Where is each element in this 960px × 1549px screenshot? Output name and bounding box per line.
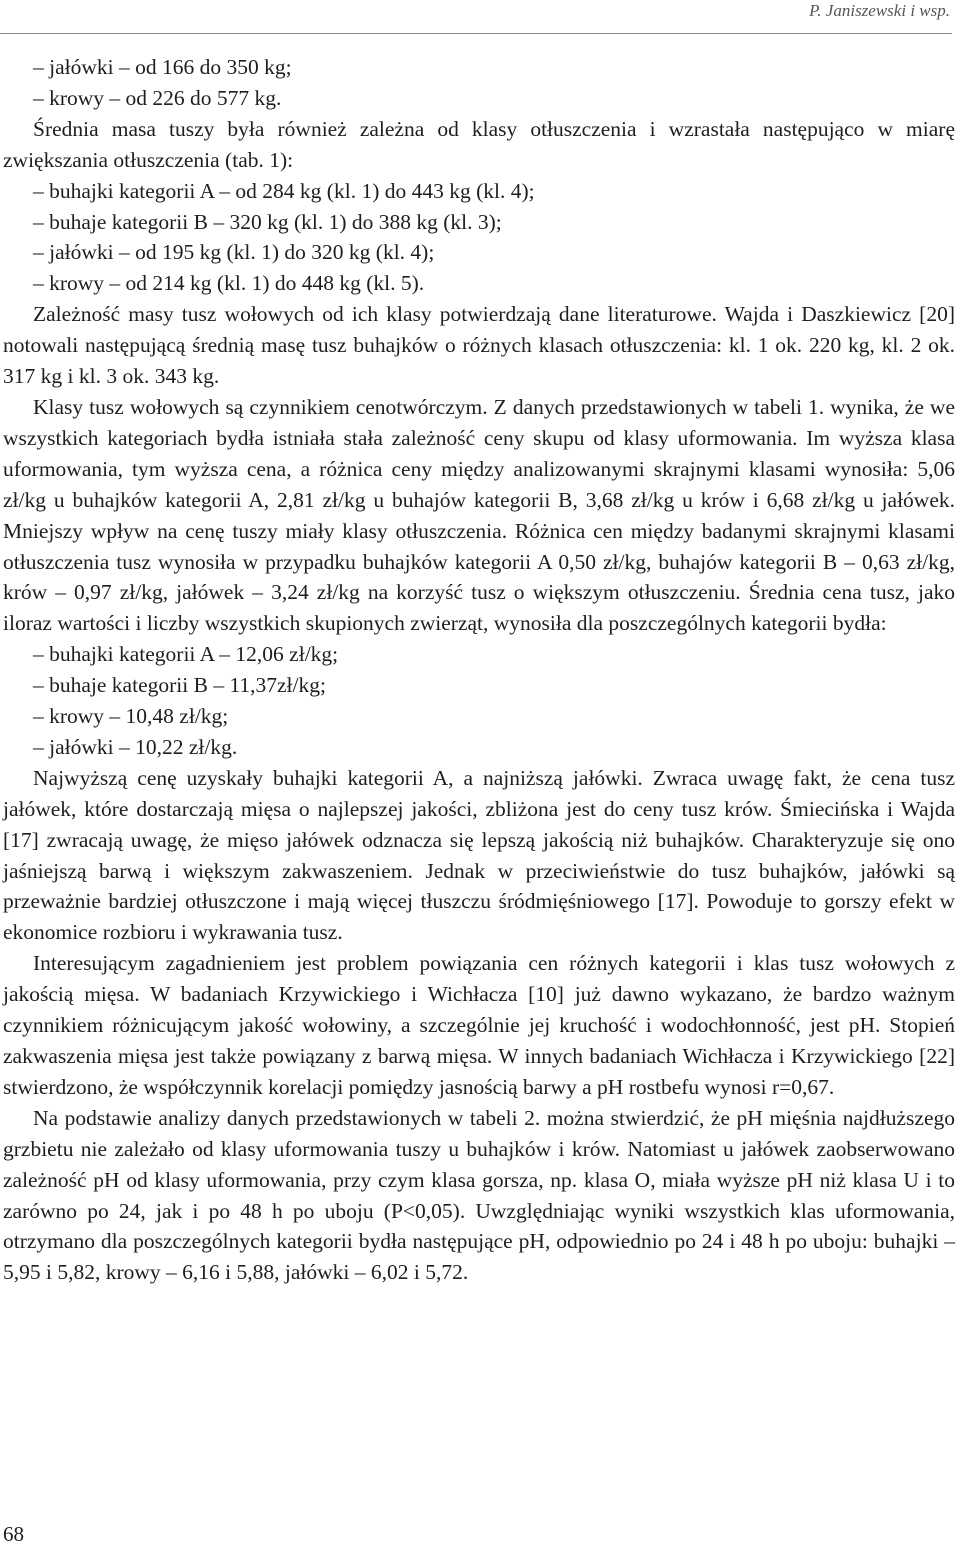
list-item: – buhaje kategorii B – 11,37zł/kg; <box>33 673 326 698</box>
paragraph-quality: Interesującym zagadnieniem jest problem powiązania cen różnych kategorii i klas tusz wołowych z jakością mięsa. W badaniach Krzywickiego i Wichłacza [10] już dawno wykazano, że bardzo ważnym czynnikiem różnicującym jakość wołowiny, a szczególnie jej kruchość i wodochłonność, jest pH. Stopień zakwaszenia mięsa jest także powiązany z barwą mięsa. W innych badaniach Wichłacza i Krzywickiego [22] stwierdzono, że współczynnik korelacji pomiędzy jasnością barwy a pH rostbefu wynosi r=0,67. <box>3 951 955 1099</box>
list-item: – krowy – od 226 do 577 kg. <box>33 85 282 110</box>
running-head: P. Janiszewski i wsp. <box>809 1 950 20</box>
paragraph-ph: Na podstawie analizy danych przedstawionych w tabeli 2. można stwierdzić, że pH mięśnia najdłuższego grzbietu nie zależało od klasy uformowania tuszy u buhajków i krów. Natomiast u jałówek zaobserwowano zależność pH od klasy uformowania, przy czym klasa gorsza, np. klasa O, miała wyższe pH niż klasa U i to zarówno po 24, jak i po 48 h po uboju (P<0,05). Uwzględniając wyniki wszystkich klas uformowania, otrzymano dla poszczególnych kategorii bydła następujące pH, odpowiednio po 24 i 48 h po uboju: buhajki – 5,95 i 5,82, krowy – 6,16 i 5,88, jałówki – 6,02 i 5,72. <box>3 1105 955 1285</box>
list-item: – buhajki kategorii A – 12,06 zł/kg; <box>33 642 339 667</box>
list-item: – krowy – 10,48 zł/kg; <box>33 704 229 729</box>
page-number: 68 <box>3 1522 24 1546</box>
paragraph-price-factor: Klasy tusz wołowych są czynnikiem cenotwórczym. Z danych przedstawionych w tabeli 1. wynika, że we wszystkich kategoriach bydła istniała stała zależność ceny skupu od klasy uformowania. Im wyższa klasa uformowania, tym wyższa cena, a różnica ceny między analizowanymi skrajnymi klasami wynosiła: 5,06 zł/kg u buhajków kategorii A, 2,81 zł/kg u buhajów kategorii B, 3,68 zł/kg u krów i 6,68 zł/kg u jałówek. Mniejszy wpływ na cenę tuszy miały klasy otłuszczenia. Różnica cen między badanymi skrajnymi klasami otłuszczenia tusz wynosiła w przypadku buhajków kategorii A 0,50 zł/kg, buhajów kategorii B – 0,63 zł/kg, krów – 0,97 zł/kg, jałówek – 3,24 zł/kg na korzyść tusz o większym otłuszczeniu. Średnia cena tusz, jako iloraz wartości i liczby wszystkich skupionych zwierząt, wynosiła dla poszczególnych kategorii bydła: <box>3 394 955 636</box>
paragraph-fat-intro: Średnia masa tuszy była również zależna od klasy otłuszczenia i wzrastała następująco w miarę zwiększania otłuszczenia (tab. 1): <box>3 116 955 172</box>
list-item: – buhajki kategorii A – od 284 kg (kl. 1) do 443 kg (kl. 4); <box>33 178 535 203</box>
list-item: – krowy – od 214 kg (kl. 1) do 448 kg (kl. 5). <box>33 271 425 296</box>
header-rule <box>0 33 952 34</box>
list-item: – jałówki – od 166 do 350 kg; <box>33 55 292 79</box>
paragraph-highest-price: Najwyższą cenę uzyskały buhajki kategorii A, a najniższą jałówki. Zwraca uwagę fakt, że cena tusz jałówek, które dostarczają mięsa o najlepszej jakości, zbliżona jest do ceny tusz krów. Śmiecińska i Wajda [17] zwracają uwagę, że mięso jałówek odznacza się lepszą jakością niż buhajków. Charakteryzuje się ono jaśniejszą barwą i większym zakwaszeniem. Jednak w przeciwieństwie do tusz buhajków, jałówki są przeważnie bardziej otłuszczone i mają więcej tłuszczu śródmięśniowego [17]. Powoduje to gorszy efekt w ekonomice rozbioru i wykrawania tusz. <box>3 765 955 945</box>
list-item: – jałówki – od 195 kg (kl. 1) do 320 kg (kl. 4); <box>33 240 435 265</box>
page-body <box>3 52 955 1288</box>
list-item: – buhaje kategorii B – 320 kg (kl. 1) do 388 kg (kl. 3); <box>33 209 502 234</box>
list-item: – jałówki – 10,22 zł/kg. <box>33 734 238 759</box>
paragraph-literature: Zależność masy tusz wołowych od ich klasy potwierdzają dane literaturowe. Wajda i Daszkiewicz [20] notowali następującą średnią masę tusz buhajków o różnych klasach otłuszczenia: kl. 1 ok. 220 kg, kl. 2 ok. 317 kg i kl. 3 ok. 343 kg. <box>3 302 955 389</box>
